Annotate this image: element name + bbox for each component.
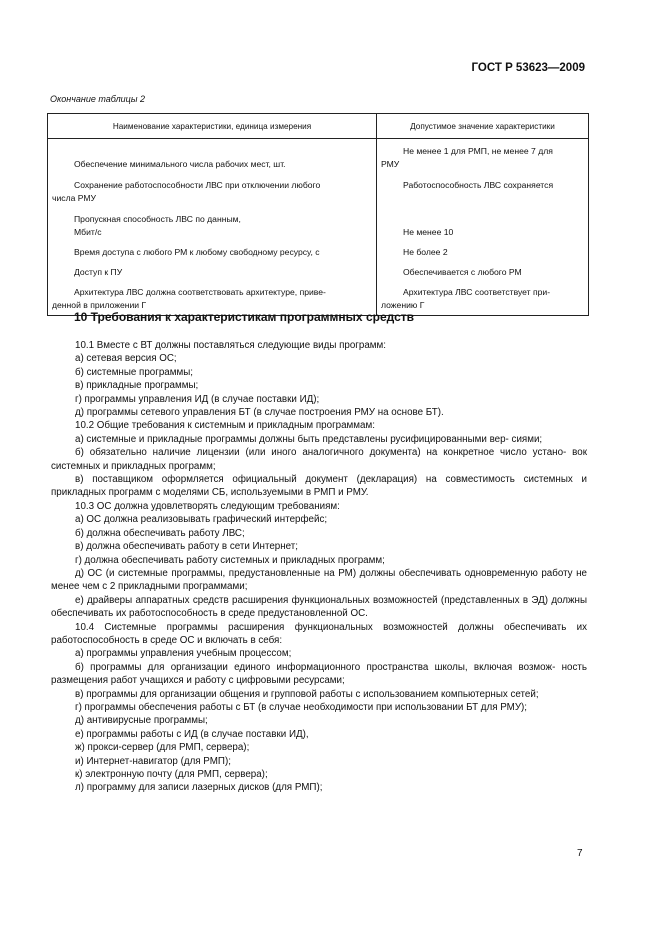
column-header-name: Наименование характеристики, единица измерения xyxy=(48,114,377,139)
list-item: в) программы для организации общения и групповой работы с использованием компьютерных сетей; xyxy=(75,688,539,700)
characteristic-name: Доступ к ПУ xyxy=(48,261,377,281)
list-item: а) системные и прикладные программы должны быть представлены русифицированными вер- сиями; xyxy=(75,433,543,445)
list-item: и) Интернет-навигатор (для РМП); xyxy=(75,755,231,767)
list-item: е) программы работы с ИД (в случае поставки ИД), xyxy=(75,728,309,740)
list-item: в) поставщиком оформляется официальный документ (декларация) на совместимость системных и прикладных программ с моделями СБ, используемыми в РМП и РМУ. xyxy=(51,474,587,499)
characteristic-name: Архитектура ЛВС должна соответствовать архитектуре, приве- денной в приложении Г xyxy=(48,281,377,316)
characteristic-value: Не менее 1 для РМП, не менее 7 для РМУ xyxy=(377,139,589,174)
list-item: к) электронную почту (для РМП, сервера); xyxy=(75,769,268,780)
table-row xyxy=(48,173,589,207)
list-item: е) драйверы аппаратных средств расширения функциональных возможностей (представленных в ЭД) должны обеспечивать их работоспособность в среде предустановленной ОС. xyxy=(51,594,587,620)
paragraph: 10.3 ОС должна удовлетворять следующим требованиям: xyxy=(75,500,340,512)
section-title: 10 Требования к характеристикам программных средств xyxy=(74,310,415,324)
list-item: а) программы управления учебным процессом; xyxy=(75,648,292,660)
list-item: а) сетевая версия ОС; xyxy=(75,353,177,365)
column-header-value: Допустимое значение характеристики xyxy=(377,114,589,139)
list-item: г) программы обеспечения работы с БТ (в случае необходимости при использовании БТ для РМУ); xyxy=(75,701,528,713)
characteristic-name: Сохранение работоспособности ЛВС при отключении любого числа РМУ xyxy=(48,173,377,207)
characteristics-table xyxy=(47,113,589,316)
list-item: д) ОС (и системные программы, предустановленные на РМ) должны обеспечивать одновременную работу не менее чем с 2 прикладными программами; xyxy=(51,567,587,593)
table-caption: Окончание таблицы 2 xyxy=(50,94,145,104)
list-item: г) должна обеспечивать работу системных и прикладных программ; xyxy=(75,554,385,566)
paragraph: 10.2 Общие требования к системным и прикладным программам: xyxy=(75,420,375,432)
list-item: ж) прокси-сервер (для РМП, сервера); xyxy=(75,742,250,754)
characteristic-value: Не менее 10 xyxy=(377,207,589,241)
list-item: б) обязательно наличие лицензии (или иного аналогичного документа) на конкретное число устано- вок системных и прикладных программ; xyxy=(51,447,587,472)
list-item: д) антивирусные программы; xyxy=(75,715,208,727)
table-row xyxy=(48,241,589,261)
characteristic-name: Обеспечение минимального числа рабочих мест, шт. xyxy=(48,139,377,174)
list-item: в) должна обеспечивать работу в сети Интернет; xyxy=(75,541,298,553)
characteristic-name: Время доступа с любого РМ к любому свободному ресурсу, с xyxy=(48,241,377,261)
characteristic-name: Пропускная способность ЛВС по данным, Мбит/с xyxy=(48,207,377,241)
paragraph: 10.4 Системные программы расширения функциональных возможностей должны обеспечивать их работоспособность в среде ОС и включать в себя: xyxy=(51,621,587,646)
table-row xyxy=(48,207,589,241)
list-item: б) программы для организации единого информационного пространства школы, включая возмож- ность размещения работ учащихся и работу с цифровыми ресурсами; xyxy=(51,661,587,687)
characteristic-value: Обеспечивается с любого РМ xyxy=(377,261,589,281)
list-item: б) системные программы; xyxy=(75,366,193,378)
document-id: ГОСТ Р 53623—2009 xyxy=(471,62,585,74)
paragraph: 10.1 Вместе с ВТ должны поставляться следующие виды программ: xyxy=(75,340,386,351)
list-item: г) программы управления ИД (в случае поставки ИД); xyxy=(75,393,320,405)
characteristic-value: Не более 2 xyxy=(377,241,589,261)
characteristic-value: Работоспособность ЛВС сохраняется xyxy=(377,173,589,207)
table-row xyxy=(48,261,589,281)
table-header-row xyxy=(48,114,589,139)
page-number: 7 xyxy=(577,848,583,859)
list-item: а) ОС должна реализовывать графический интерфейс; xyxy=(75,514,328,526)
list-item: б) должна обеспечивать работу ЛВС; xyxy=(75,527,245,539)
characteristic-value: Архитектура ЛВС соответствует при- ложению Г xyxy=(377,281,589,316)
table-row xyxy=(48,139,589,174)
list-item: л) программу для записи лазерных дисков (для РМП); xyxy=(75,782,323,794)
section-body xyxy=(51,339,587,795)
list-item: д) программы сетевого управления БТ (в случае построения РМУ на основе БТ). xyxy=(75,407,444,419)
list-item: в) прикладные программы; xyxy=(75,380,199,392)
